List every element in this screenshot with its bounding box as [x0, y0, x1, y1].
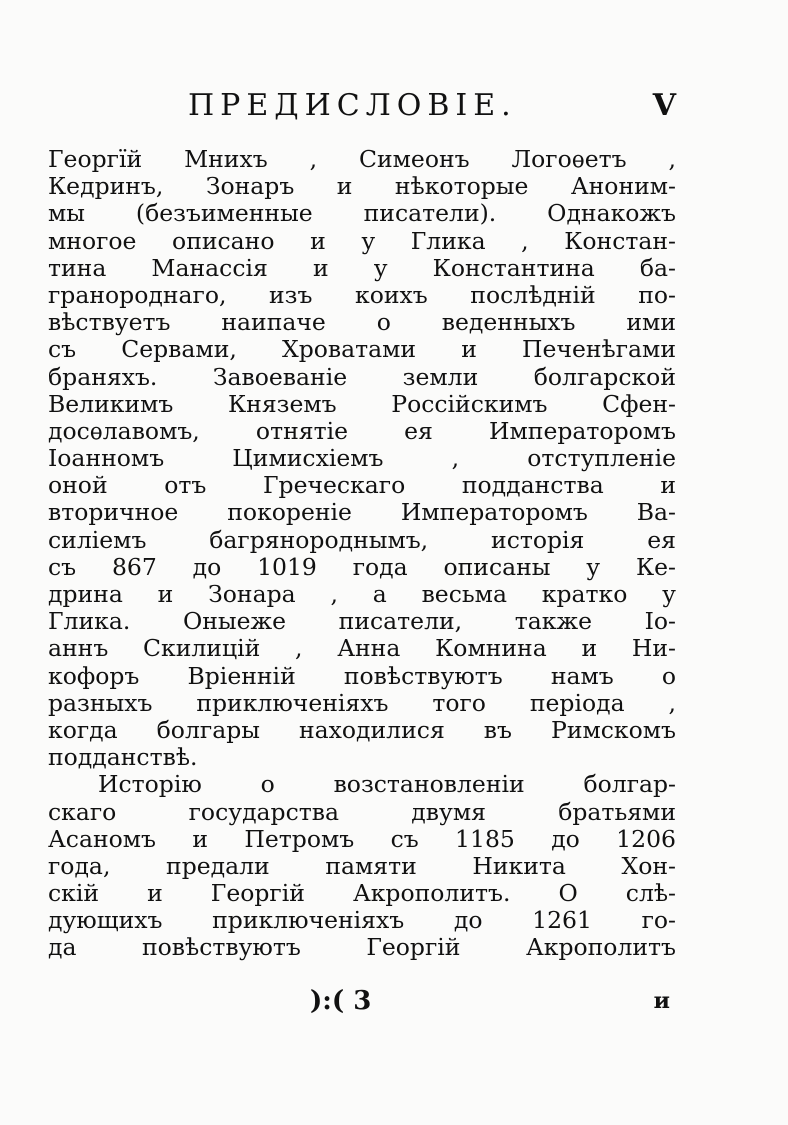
text-line: Глика. Оныежe писатели, также Іо-	[48, 607, 676, 636]
text-line: вѣствуетъ наипаче о веденныхъ ими	[48, 308, 676, 337]
text-line: многое описано и у Глика , Констан-	[48, 226, 676, 255]
text-line: дующихъ приключеніяхъ до 1261 го-	[48, 906, 676, 935]
page-header	[48, 86, 676, 126]
text-line: скій и Георгій Акрополитъ. О слѣ-	[48, 879, 676, 908]
text-line: съ Сервами, Хроватами и Печенѣгами	[48, 335, 676, 364]
page-footer	[48, 984, 676, 1018]
text-line: силіемъ багрянороднымъ, исторія ея	[48, 525, 676, 554]
text-line: скаго государства двумя братьями	[48, 797, 676, 826]
text-line: Георгїй Мнихъ , Симеонъ Логоѳетъ ,	[48, 145, 676, 173]
text-line: оной отъ Греческаго подданства и	[48, 471, 676, 500]
text-line: аннъ Скилицій , Анна Комнина и Ни-	[48, 634, 676, 663]
text-line: кофоръ Вріенній повѣствуютъ намъ о	[48, 661, 676, 690]
text-line: Іоанномъ Цимисхіемъ , отступленіе	[48, 444, 676, 473]
text-line: Асаномъ и Петромъ съ 1185 до 1206	[48, 824, 676, 853]
text-line: Исторію о возстановленіи болгар-	[98, 770, 676, 799]
text-line: вторичное покореніе Императоромъ Ва-	[48, 498, 676, 527]
text-line: дрина и Зонара , а весьма кратко у	[48, 580, 676, 608]
text-line: съ 867 до 1019 года описаны у Ке-	[48, 552, 676, 581]
text-line: тина Манассія и у Константина ба-	[48, 253, 676, 282]
text-line: когда болгары находилися въ Римскомъ	[48, 715, 676, 744]
paragraph-1	[48, 146, 676, 771]
signature-mark: ):( 3	[310, 986, 372, 1016]
page-number: V	[652, 88, 676, 123]
text-line: года, предали памяти Никита Хон-	[48, 851, 676, 880]
text-line: разныхъ приключеніяхъ того періода ,	[48, 688, 676, 717]
text-line: браняхъ. Завоеваніе земли болгарской	[48, 362, 676, 391]
body-text	[48, 146, 676, 962]
text-line: Кедринъ, Зонаръ и нѣкоторые Аноним-	[48, 172, 676, 201]
running-title: ПРЕДИСЛОВІЕ.	[188, 88, 517, 123]
paragraph-2	[48, 771, 676, 961]
text-line: да повѣствуютъ Георгій Акрополитъ	[48, 933, 676, 962]
text-line: гранороднаго, изъ коихъ послѣдній по-	[48, 280, 676, 309]
text-line: подданствѣ.	[48, 743, 198, 772]
text-line: досѳлавомъ, отнятіе ея Императоромъ	[48, 416, 676, 445]
text-line: мы (безъименные писатели). Однакожъ	[48, 199, 676, 228]
text-line: Великимъ Княземъ Россійскимъ Сфен-	[48, 389, 676, 418]
catchword: и	[653, 988, 670, 1014]
